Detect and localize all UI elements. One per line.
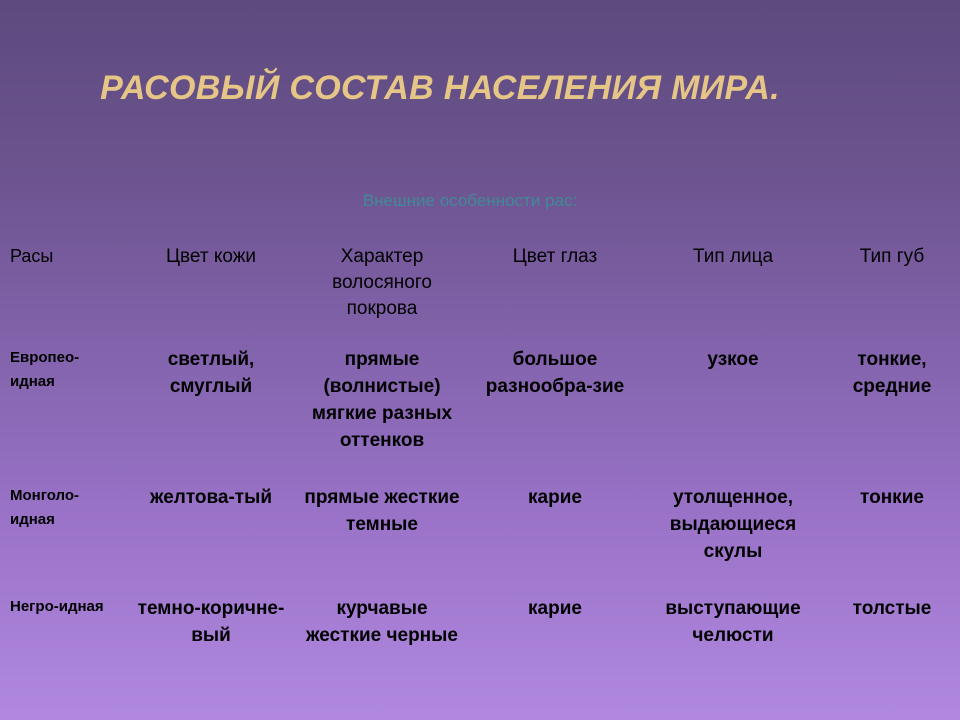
- cell-face-type: узкое: [707, 349, 759, 370]
- header-hair-type: Характер волосяного покрова: [332, 246, 432, 319]
- cell-skin-color: светлый, смуглый: [167, 349, 255, 397]
- header-skin-color: Цвет кожи: [165, 246, 257, 267]
- cell-race: Европео-идная: [10, 349, 80, 390]
- slide-title: РАСОВЫЙ СОСТАВ НАСЕЛЕНИЯ МИРА.: [100, 69, 780, 107]
- cell-eye-color: карие: [528, 487, 582, 508]
- cell-hair-type: прямые (волнистые) мягкие разных оттенков: [311, 349, 453, 451]
- cell-race: Монголо-идная: [10, 487, 80, 528]
- table-row: [0, 587, 960, 671]
- cell-skin-color: желтова-тый: [149, 487, 273, 508]
- table-header-row: [0, 236, 960, 338]
- table-row: [0, 338, 960, 476]
- cell-face-type: выступающие челюсти: [665, 598, 801, 646]
- cell-face-type: утолщенное, выдающиеся скулы: [669, 487, 797, 562]
- table-subtitle: Внешние особенности рас:: [362, 191, 578, 210]
- cell-skin-color: темно-коричне-вый: [137, 598, 285, 646]
- cell-lip-type: толстые: [852, 598, 932, 619]
- table-row: [0, 476, 960, 587]
- cell-hair-type: прямые жесткие темные: [304, 487, 460, 535]
- cell-lip-type: тонкие: [860, 487, 924, 508]
- cell-race: Негро-идная: [10, 598, 104, 615]
- cell-eye-color: большое разнообра-зие: [485, 349, 625, 397]
- cell-hair-type: курчавые жесткие черные: [306, 598, 458, 646]
- header-eye-color: Цвет глаз: [512, 246, 598, 267]
- header-face-type: Тип лица: [692, 246, 774, 267]
- header-lip-type: Тип губ: [859, 246, 925, 267]
- cell-eye-color: карие: [528, 598, 582, 619]
- header-races: Расы: [10, 246, 54, 266]
- cell-lip-type: тонкие, средние: [852, 349, 932, 397]
- races-table: [0, 236, 960, 671]
